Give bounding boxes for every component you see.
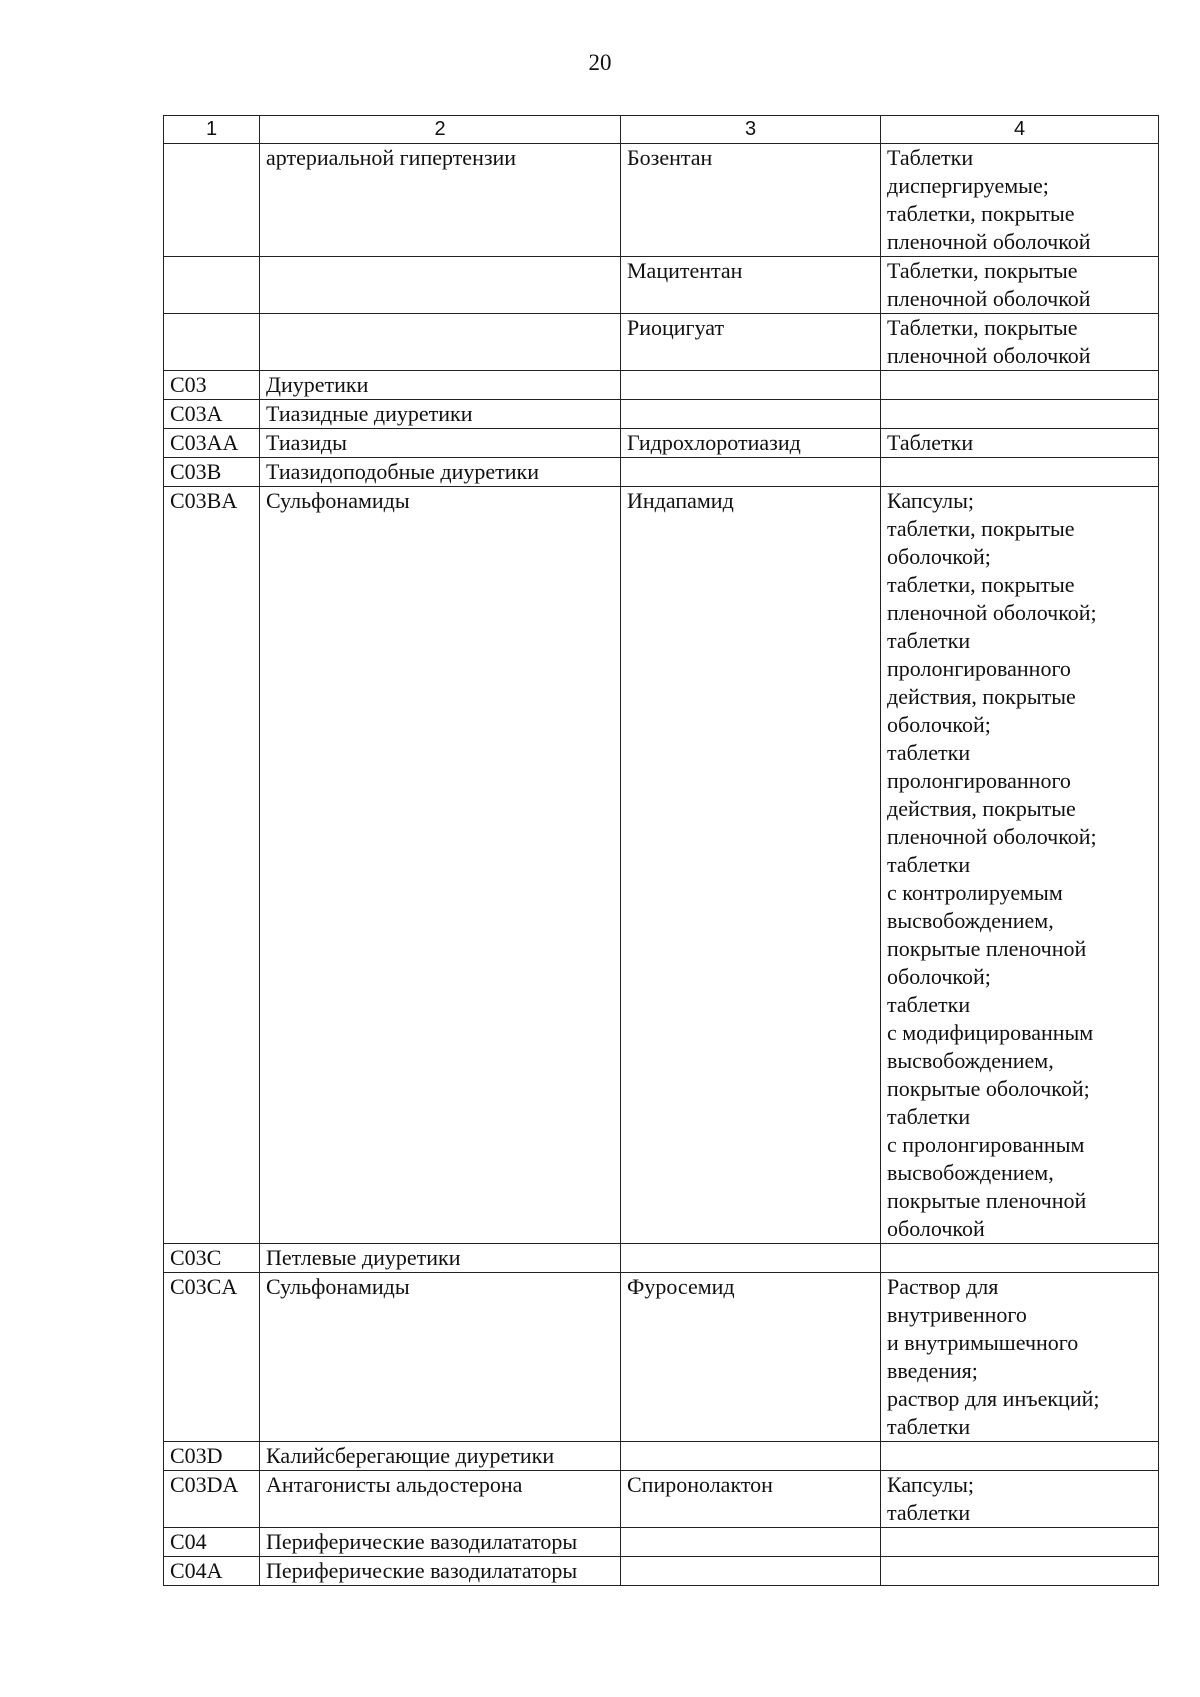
atc-code-cell: C03DA [164, 1471, 260, 1528]
table-row [164, 1273, 1159, 1442]
drug-name-cell [621, 1442, 881, 1471]
atc-code-cell: C03B [164, 458, 260, 487]
table-row [164, 1244, 1159, 1273]
table-row [164, 1471, 1159, 1528]
dosage-form-cell [881, 1557, 1159, 1586]
drug-name-cell [621, 1244, 881, 1273]
table-row [164, 487, 1159, 1244]
table-row [164, 257, 1159, 314]
table-row [164, 314, 1159, 371]
column-header-2: 2 [260, 116, 621, 144]
atc-code-cell: C03BA [164, 487, 260, 1244]
atc-code-cell: C04 [164, 1528, 260, 1557]
group-name-cell [260, 257, 621, 314]
group-name-cell: Тиазиды [260, 429, 621, 458]
dosage-form-cell: Капсулы; таблетки [881, 1471, 1159, 1528]
group-name-cell: Сульфонамиды [260, 1273, 621, 1442]
drug-name-cell: Индапамид [621, 487, 881, 1244]
drug-name-cell: Риоцигуат [621, 314, 881, 371]
dosage-form-cell: Раствор для внутривенного и внутримышечного введения; раствор для инъекций; таблетки [881, 1273, 1159, 1442]
page-number: 20 [588, 50, 612, 75]
group-name-cell: Тиазидные диуретики [260, 400, 621, 429]
drug-name-cell: Гидрохлоротиазид [621, 429, 881, 458]
drug-name-cell: Спиронолактон [621, 1471, 881, 1528]
table-row [164, 429, 1159, 458]
dosage-form-cell [881, 1528, 1159, 1557]
dosage-form-cell: Капсулы; таблетки, покрытые оболочкой; таблетки, покрытые пленочной оболочкой; таблетки пролонгированного действия, покрытые оболочкой; таблетки пролонгированного действия, покрытые пленочной оболочкой; таблетки с контролируемым высвобождением, покрытые пленочной оболочкой; таблетки с модифицированным высвобождением, покрытые оболочкой; таблетки с пролонгированным высвобождением, покрытые пленочной оболочкой [881, 487, 1159, 1244]
table-row [164, 144, 1159, 257]
column-header-3: 3 [621, 116, 881, 144]
table-row [164, 371, 1159, 400]
atc-code-cell [164, 257, 260, 314]
dosage-form-cell [881, 1442, 1159, 1471]
atc-code-cell: C03AA [164, 429, 260, 458]
table-header-row [164, 116, 1159, 144]
atc-code-cell [164, 314, 260, 371]
group-name-cell: артериальной гипертензии [260, 144, 621, 257]
atc-code-cell: C03C [164, 1244, 260, 1273]
group-name-cell: Диуретики [260, 371, 621, 400]
drug-name-cell: Бозентан [621, 144, 881, 257]
group-name-cell: Тиазидоподобные диуретики [260, 458, 621, 487]
dosage-form-cell [881, 400, 1159, 429]
dosage-form-cell: Таблетки, покрытые пленочной оболочкой [881, 257, 1159, 314]
table-row [164, 1442, 1159, 1471]
drug-name-cell [621, 400, 881, 429]
table-row [164, 1528, 1159, 1557]
group-name-cell: Петлевые диуретики [260, 1244, 621, 1273]
table-row [164, 1557, 1159, 1586]
drug-name-cell [621, 371, 881, 400]
atc-code-cell: C03D [164, 1442, 260, 1471]
dosage-form-cell [881, 371, 1159, 400]
column-header-4: 4 [881, 116, 1159, 144]
atc-code-cell: C04A [164, 1557, 260, 1586]
drug-name-cell [621, 458, 881, 487]
drug-name-cell: Фуросемид [621, 1273, 881, 1442]
drug-name-cell [621, 1557, 881, 1586]
drug-name-cell [621, 1528, 881, 1557]
atc-code-cell: C03 [164, 371, 260, 400]
group-name-cell: Калийсберегающие диуретики [260, 1442, 621, 1471]
table-row [164, 458, 1159, 487]
dosage-form-cell: Таблетки, покрытые пленочной оболочкой [881, 314, 1159, 371]
atc-code-cell: C03A [164, 400, 260, 429]
group-name-cell: Антагонисты альдостерона [260, 1471, 621, 1528]
drug-name-cell: Мацитентан [621, 257, 881, 314]
table-row [164, 400, 1159, 429]
dosage-form-cell [881, 458, 1159, 487]
dosage-form-cell [881, 1244, 1159, 1273]
dosage-form-cell: Таблетки диспергируемые; таблетки, покрытые пленочной оболочкой [881, 144, 1159, 257]
group-name-cell: Сульфонамиды [260, 487, 621, 1244]
drug-classification-table [163, 115, 1159, 1586]
atc-code-cell [164, 144, 260, 257]
group-name-cell [260, 314, 621, 371]
column-header-1: 1 [164, 116, 260, 144]
group-name-cell: Периферические вазодилататоры [260, 1528, 621, 1557]
group-name-cell: Периферические вазодилататоры [260, 1557, 621, 1586]
dosage-form-cell: Таблетки [881, 429, 1159, 458]
atc-code-cell: C03CA [164, 1273, 260, 1442]
